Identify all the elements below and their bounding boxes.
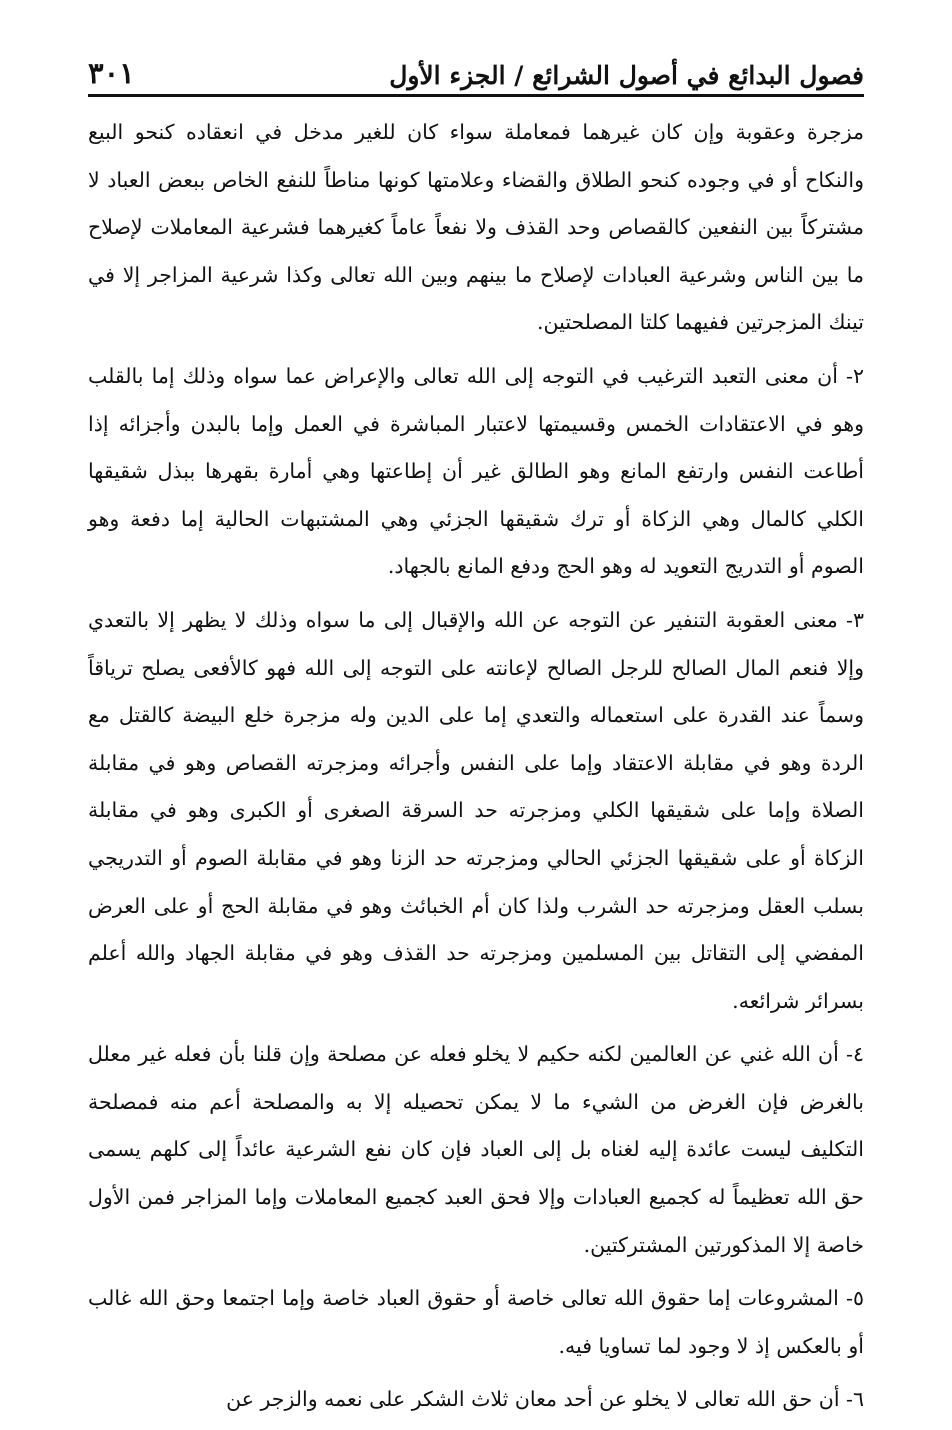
paragraph-point-2: ٢- أن معنى التعبد الترغيب في التوجه إلى الله تعالى والإعراض عما سواه وذلك إما بالقلب وهو في الاعتقادات الخمس وقسيمتها لاعتبار المباشرة في العمل وإما بالبدن وأجزائه إذا أطاعت النفس وارتفع المانع وهو الطالق غير أن إطاعتها وهي أمارة بقهرها ببذل شقيقها الكلي كالمال وهي الزكاة أو ترك شقيقها الجزئي وهي المشتبهات الحالية إما دفعة وهو الصوم أو التدريج التعويد له وهو الحج ودفع المانع بالجهاد.: [88, 363, 864, 579]
page-number: ٣٠١: [88, 56, 135, 90]
running-header-title: فصول البدائع في أصول الشرائع / الجزء الأول: [389, 61, 864, 90]
paragraph-point-5: ٥- المشروعات إما حقوق الله تعالى خاصة أو حقوق العباد خاصة وإما اجتمعا وحق الله غالب أو بالعكس إذ لا وجود لما تساويا فيه.: [88, 1286, 864, 1358]
book-page: [88, 38, 864, 1430]
paragraph-point-6: ٦- أن حق الله تعالى لا يخلو عن أحد معان ثلاث الشكر على نعمه والزجر عن: [226, 1387, 864, 1412]
running-header: [88, 38, 864, 97]
paragraph-continuation: مزجرة وعقوبة وإن كان غيرهما فمعاملة سواء كان للغير مدخل في انعقاده كنحو البيع والنكاح أو في وجوده كنحو الطلاق والقضاء وعلامتها كونها مناطاً للنفع الخاص ببعض العباد لا مشتركاً بين النفعين كالقصاص وحد القذف ولا نفعاً عاماً كغيرهما فشرعية المعاملات لإصلاح ما بين الناس وشرعية العبادات لإصلاح ما بينهم وبين الله تعالى وكذا شرعية المزاجر إلا في تينك المزجرتين ففيهما كلتا المصلحتين.: [88, 120, 864, 335]
body-text: [88, 109, 864, 1424]
paragraph-point-4: ٤- أن الله غني عن العالمين لكنه حكيم لا يخلو فعله عن مصلحة وإن قلنا بأن فعله غير معلل بالغرض فإن الغرض من الشيء ما لا يمكن تحصيله إلا به والمصلحة أعم منه فمصلحة التكليف ليست عائدة إليه لغناه بل إلى العباد فإن كان نفع الشرعية عائداً إلى كلهم يسمى حق الله تعظيماً له كجميع العبادات وإلا فحق العبد كجميع المعاملات وإما المزاجر فمن الأول خاصة إلا المذكورتين المشتركتين.: [88, 1042, 864, 1257]
paragraph-point-3: ٣- معنى العقوبة التنفير عن التوجه عن الله والإقبال إلى ما سواه وذلك لا يظهر إلا بالتعدي وإلا فنعم المال الصالح للرجل الصالح لإعانته على التوجه إلى الله فهو كالأفعى يصلح ترياقاً وسماً عند القدرة على استعماله والتعدي إما على الدين وله مزجرة خلع البيضة كالقتل مع الردة وهو في مقابلة الاعتقاد وإما على النفس وأجرائه ومزجرته القصاص وهو في مقابلة الصلاة وإما على شقيقها الكلي ومزجرته حد السرقة الصغرى أو الكبرى وهو في مقابلة الزكاة أو على شقيقها الجزئي الحالي ومزجرته حد الزنا وهو في مقابلة الصوم أو التدريجي بسلب العقل ومزجرته حد الشرب ولذا كان أم الخبائث وهو في مقابلة الحج أو على العرض المفضي إلى التقاتل بين المسلمين ومزجرته حد القذف وهو في مقابلة الجهاد والله أعلم بسرائر شرائعه.: [88, 607, 864, 1013]
